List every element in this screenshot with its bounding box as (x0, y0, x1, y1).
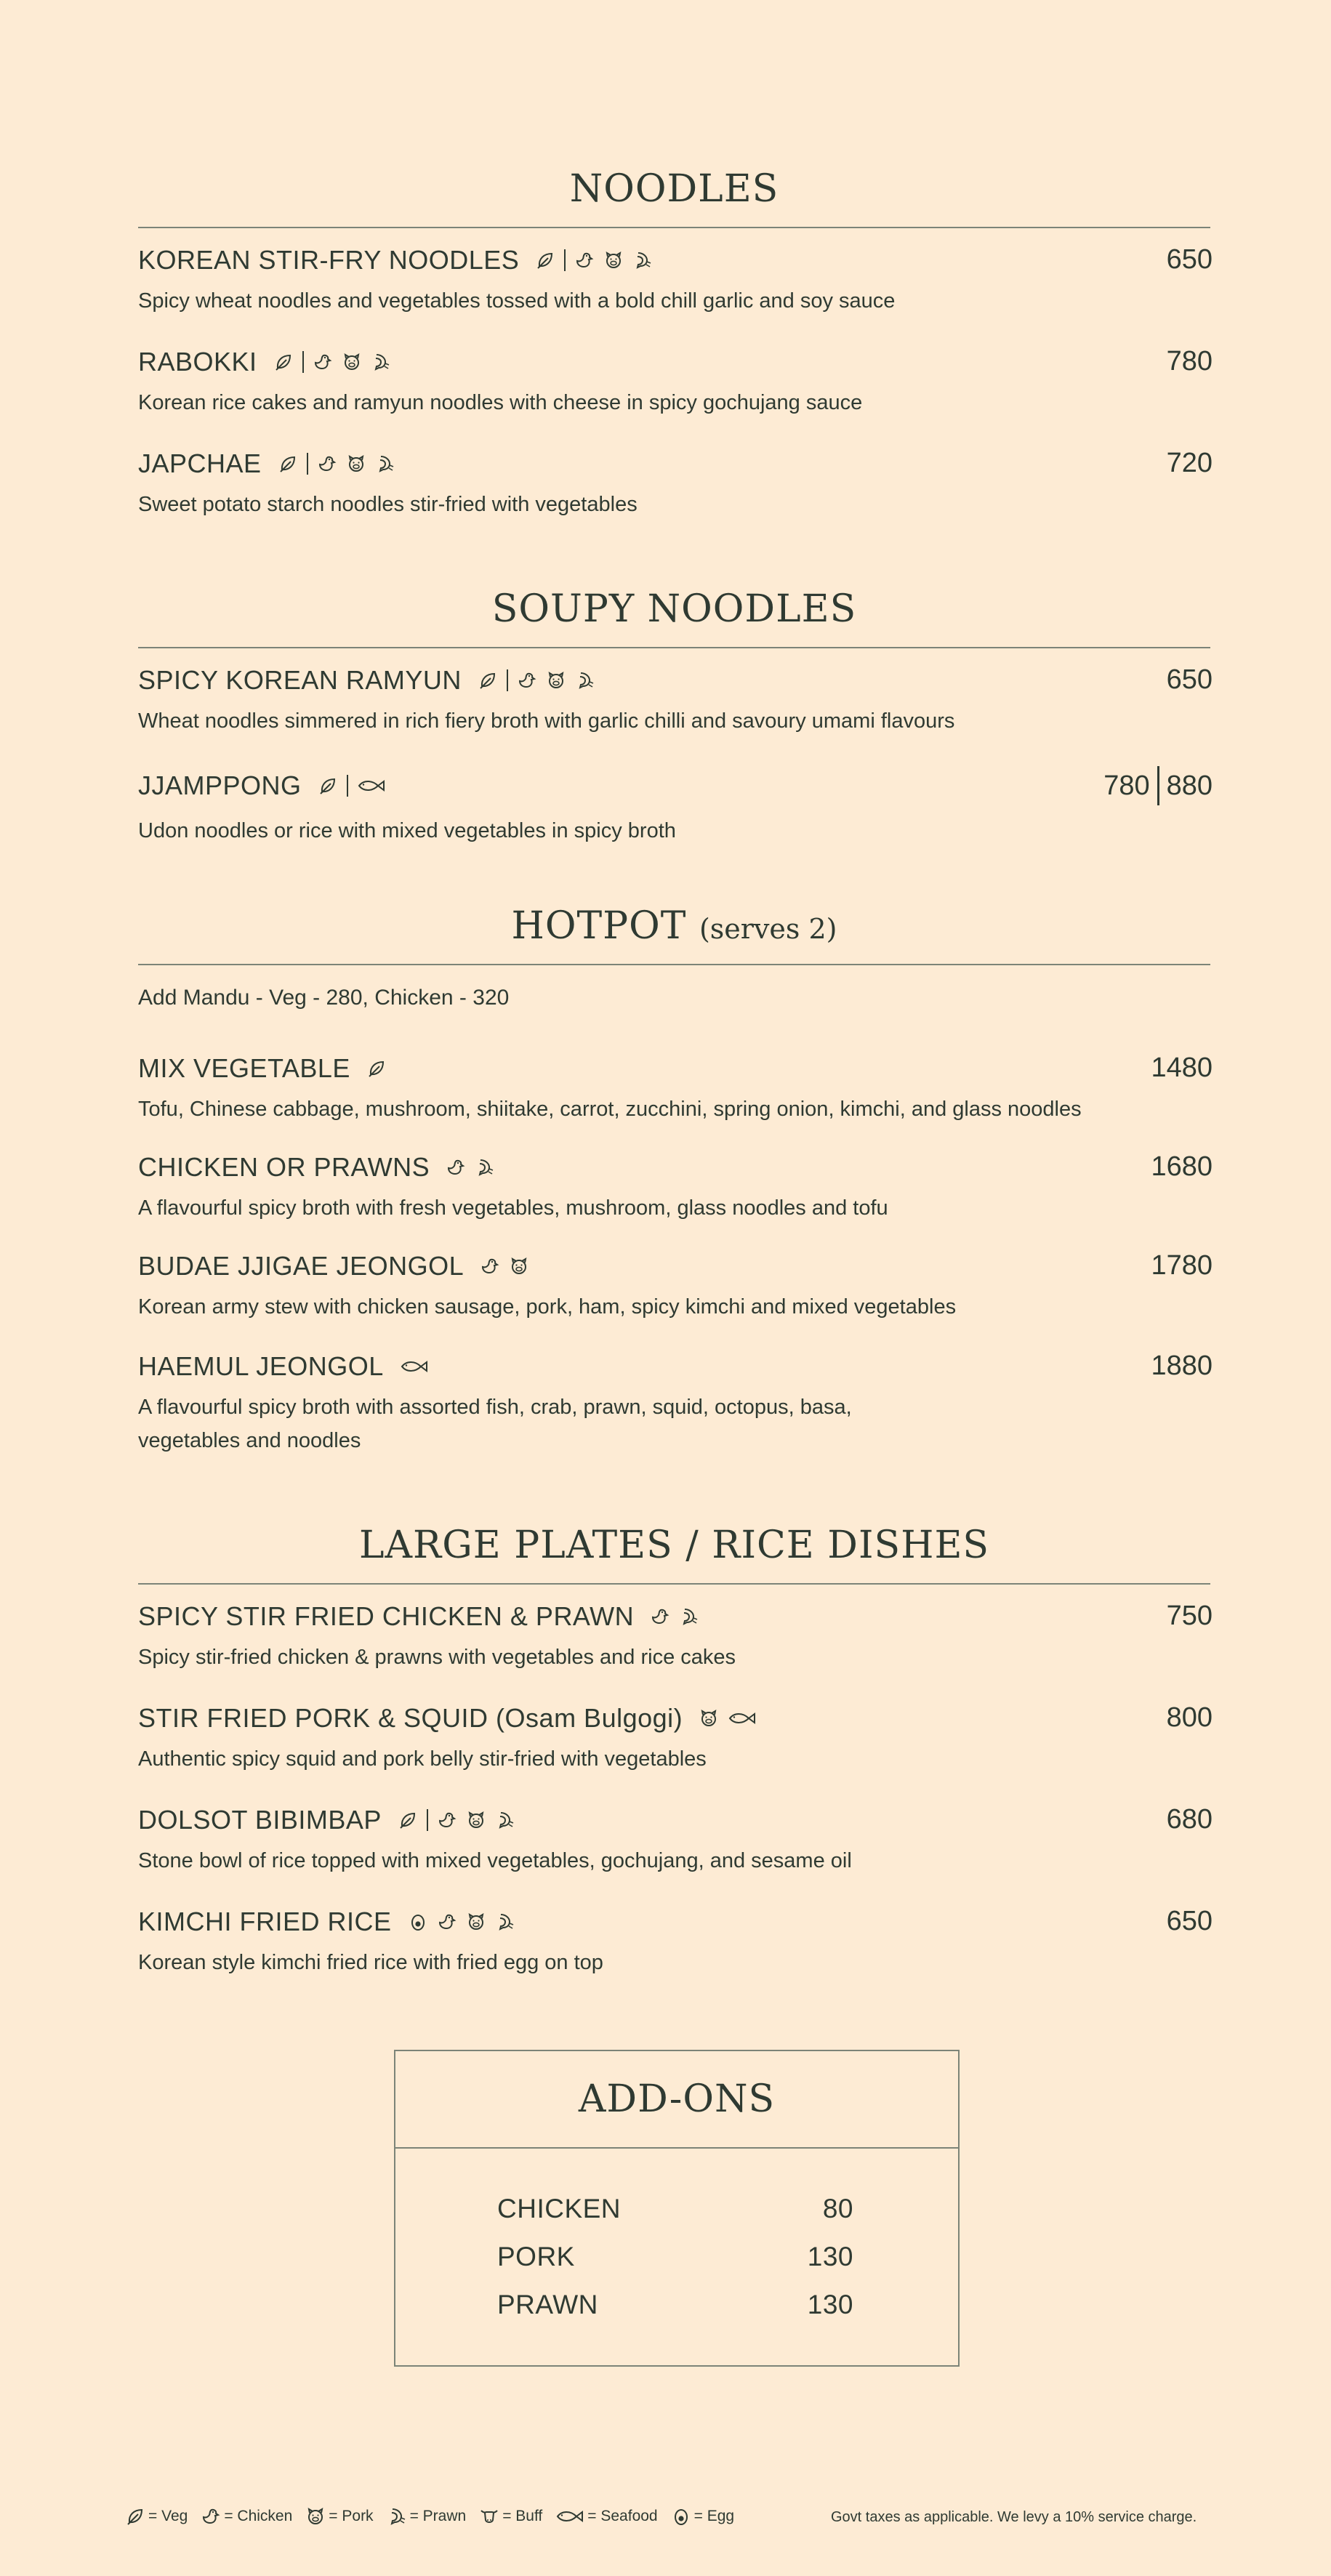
legend-pork (305, 2506, 373, 2527)
addon-name: PORK (497, 2242, 575, 2271)
fish-icon (357, 776, 386, 796)
addon-item (497, 2194, 853, 2224)
chicken-icon (446, 1157, 466, 1178)
chicken-icon (517, 670, 537, 691)
addon-item (497, 2290, 853, 2320)
divider (138, 227, 1210, 228)
section-title (138, 904, 1210, 948)
item-price: 720 (1166, 448, 1213, 478)
item-name: CHICKEN OR PRAWNS (138, 1151, 430, 1182)
item-name: DOLSOT BIBIMBAP (138, 1804, 382, 1835)
menu-item (138, 1250, 1213, 1324)
separator (307, 453, 308, 475)
legend-label: = Seafood (587, 2508, 658, 2524)
item-description: Korean rice cakes and ramyun noodles with cheese in spicy gochujang sauce (138, 391, 863, 414)
item-price: 650 (1166, 244, 1213, 275)
prawn-icon (679, 1606, 699, 1627)
leaf-icon (478, 670, 498, 691)
item-price: 750 (1166, 1601, 1213, 1631)
prawn-icon (632, 250, 653, 270)
item-name: JAPCHAE (138, 448, 262, 478)
addon-price: 80 (822, 2194, 853, 2223)
pig-icon (546, 670, 566, 691)
chicken-icon (201, 2506, 221, 2527)
buffalo-icon (479, 2506, 499, 2527)
chicken-icon (480, 1256, 500, 1276)
description-line: vegetables and noodles (138, 1429, 361, 1452)
section-title: LARGE PLATES / RICE DISHES (358, 1524, 990, 1567)
item-name: MIX VEGETABLE (138, 1052, 350, 1083)
item-price: 1880 (1151, 1351, 1213, 1381)
item-description: Udon noodles or rice with mixed vegetables in spicy broth (138, 819, 676, 842)
item-name: STIR FRIED PORK & SQUID (Osam Bulgogi) (138, 1702, 683, 1733)
chicken-icon (317, 454, 337, 474)
item-name: KIMCHI FRIED RICE (138, 1906, 392, 1936)
item-description: Spicy wheat noodles and vegetables tossed with a bold chill garlic and soy sauce (138, 289, 896, 313)
section-soupy-noodles (138, 587, 1210, 648)
description-line: A flavourful spicy broth with assorted fish, crab, prawn, squid, octopus, basa, (138, 1396, 852, 1419)
separator (1157, 766, 1159, 805)
legend-egg (671, 2506, 734, 2527)
legend-label: = Egg (693, 2508, 735, 2524)
separator (347, 775, 348, 797)
prawn-icon (475, 1157, 495, 1178)
item-price: 650 (1166, 1906, 1213, 1936)
prawn-icon (371, 352, 391, 372)
section-noodles (138, 167, 1210, 228)
separator (507, 669, 508, 691)
leaf-icon (535, 250, 555, 270)
legend-label: = Prawn (409, 2508, 467, 2524)
separator (427, 1809, 428, 1831)
leaf-icon (366, 1058, 387, 1079)
leaf-icon (273, 352, 294, 372)
section-large-plates (138, 1526, 1210, 1585)
fish-icon (400, 1356, 429, 1377)
addon-price: 130 (807, 2290, 853, 2319)
item-price: 680 (1166, 1804, 1213, 1835)
item-price: 780 (1166, 346, 1213, 377)
menu-item (138, 1804, 1213, 1877)
divider (138, 1583, 1210, 1585)
pig-icon (603, 250, 624, 270)
pig-icon (466, 1810, 486, 1830)
item-price: 1480 (1151, 1052, 1213, 1083)
pig-icon (342, 352, 362, 372)
leaf-icon (125, 2506, 145, 2527)
pig-icon (346, 454, 366, 474)
addon-name: CHICKEN (497, 2194, 622, 2223)
pig-icon (466, 1912, 486, 1932)
legend-seafood (555, 2506, 657, 2527)
divider (395, 2147, 958, 2149)
prawn-icon (375, 454, 395, 474)
legend-prawn (387, 2506, 467, 2527)
chicken-icon (437, 1810, 457, 1830)
item-description: Korean style kimchi fried rice with fried egg on top (138, 1951, 603, 1974)
prawn-icon (575, 670, 595, 691)
divider (138, 964, 1210, 965)
chicken-icon (313, 352, 333, 372)
section-hotpot (138, 904, 1210, 965)
chicken-icon (437, 1912, 457, 1932)
pig-icon (699, 1708, 719, 1728)
item-description: Wheat noodles simmered in rich fiery broth with garlic chilli and savoury umami flavours (138, 709, 955, 733)
legend-label: = Chicken (224, 2508, 293, 2524)
menu-item (138, 1906, 1213, 1979)
tax-note: Govt taxes as applicable. We levy a 10% service charge. (831, 2509, 1197, 2525)
section-title: NOODLES (569, 167, 779, 211)
chicken-icon (574, 250, 595, 270)
item-description: Spicy stir-fried chicken & prawns with vegetables and rice cakes (138, 1646, 736, 1669)
section-title: SOUPY NOODLES (491, 587, 857, 631)
menu-item (138, 1052, 1213, 1126)
legend-chicken (201, 2506, 292, 2527)
chicken-icon (650, 1606, 670, 1627)
item-name: RABOKKI (138, 346, 257, 377)
hotpot-note: Add Mandu - Veg - 280, Chicken - 320 (138, 986, 510, 1010)
hotpot-subtitle: (serves 2) (699, 913, 837, 945)
addon-price: 130 (807, 2242, 853, 2271)
item-description: Authentic spicy squid and pork belly stir-fried with vegetables (138, 1747, 707, 1771)
addon-item (497, 2242, 853, 2272)
divider (138, 647, 1210, 648)
menu-item (138, 1601, 1213, 1674)
price-small: 780 (1103, 770, 1150, 801)
pig-icon (305, 2506, 326, 2527)
item-price: 1780 (1151, 1250, 1213, 1281)
menu-item (138, 244, 1213, 318)
price-large: 880 (1166, 770, 1213, 801)
separator (302, 351, 304, 373)
item-description (138, 1390, 1213, 1457)
item-name: SPICY KOREAN RAMYUN (138, 664, 462, 695)
item-price (1103, 766, 1213, 805)
leaf-icon (398, 1810, 418, 1830)
legend (125, 2506, 734, 2527)
separator (564, 249, 566, 271)
item-name: SPICY STIR FRIED CHICKEN & PRAWN (138, 1601, 635, 1631)
legend-label: = Pork (329, 2508, 374, 2524)
legend-veg (125, 2506, 188, 2527)
legend-label: = Buff (502, 2508, 543, 2524)
legend-label: = Veg (148, 2508, 188, 2524)
item-description: Sweet potato starch noodles stir-fried with vegetables (138, 493, 638, 516)
egg-icon (408, 1912, 428, 1932)
item-description: Stone bowl of rice topped with mixed vegetables, gochujang, and sesame oil (138, 1849, 852, 1872)
menu-item (138, 664, 1213, 738)
leaf-icon (278, 454, 298, 474)
addon-name: PRAWN (497, 2290, 598, 2319)
fish-icon (728, 1708, 757, 1728)
menu-item (138, 1351, 1213, 1457)
prawn-icon (495, 1912, 515, 1932)
item-name: HAEMUL JEONGOL (138, 1351, 384, 1381)
pig-icon (509, 1256, 529, 1276)
menu-item (138, 1151, 1213, 1225)
item-price: 650 (1166, 664, 1213, 695)
item-description: Korean army stew with chicken sausage, pork, ham, spicy kimchi and mixed vegetables (138, 1295, 957, 1319)
item-name: KOREAN STIR-FRY NOODLES (138, 244, 520, 275)
leaf-icon (318, 776, 338, 796)
item-name: BUDAE JJIGAE JEONGOL (138, 1250, 465, 1281)
menu-item (138, 1702, 1213, 1776)
fish-icon (555, 2506, 584, 2527)
item-description: A flavourful spicy broth with fresh vegetables, mushroom, glass noodles and tofu (138, 1196, 888, 1220)
menu-item (138, 346, 1213, 419)
item-name: JJAMPPONG (138, 770, 302, 800)
legend-buff (479, 2506, 542, 2527)
prawn-icon (495, 1810, 515, 1830)
item-price: 800 (1166, 1702, 1213, 1733)
menu-item (138, 448, 1213, 521)
addons-box (394, 2050, 960, 2367)
hotpot-title: HOTPOT (511, 904, 687, 948)
item-description: Tofu, Chinese cabbage, mushroom, shiitake, carrot, zucchini, spring onion, kimchi, and glass noodles (138, 1098, 1082, 1121)
menu-item (138, 766, 1213, 848)
addons-title: ADD-ONS (578, 2077, 776, 2121)
egg-icon (671, 2506, 691, 2527)
prawn-icon (387, 2506, 407, 2527)
item-price: 1680 (1151, 1151, 1213, 1182)
